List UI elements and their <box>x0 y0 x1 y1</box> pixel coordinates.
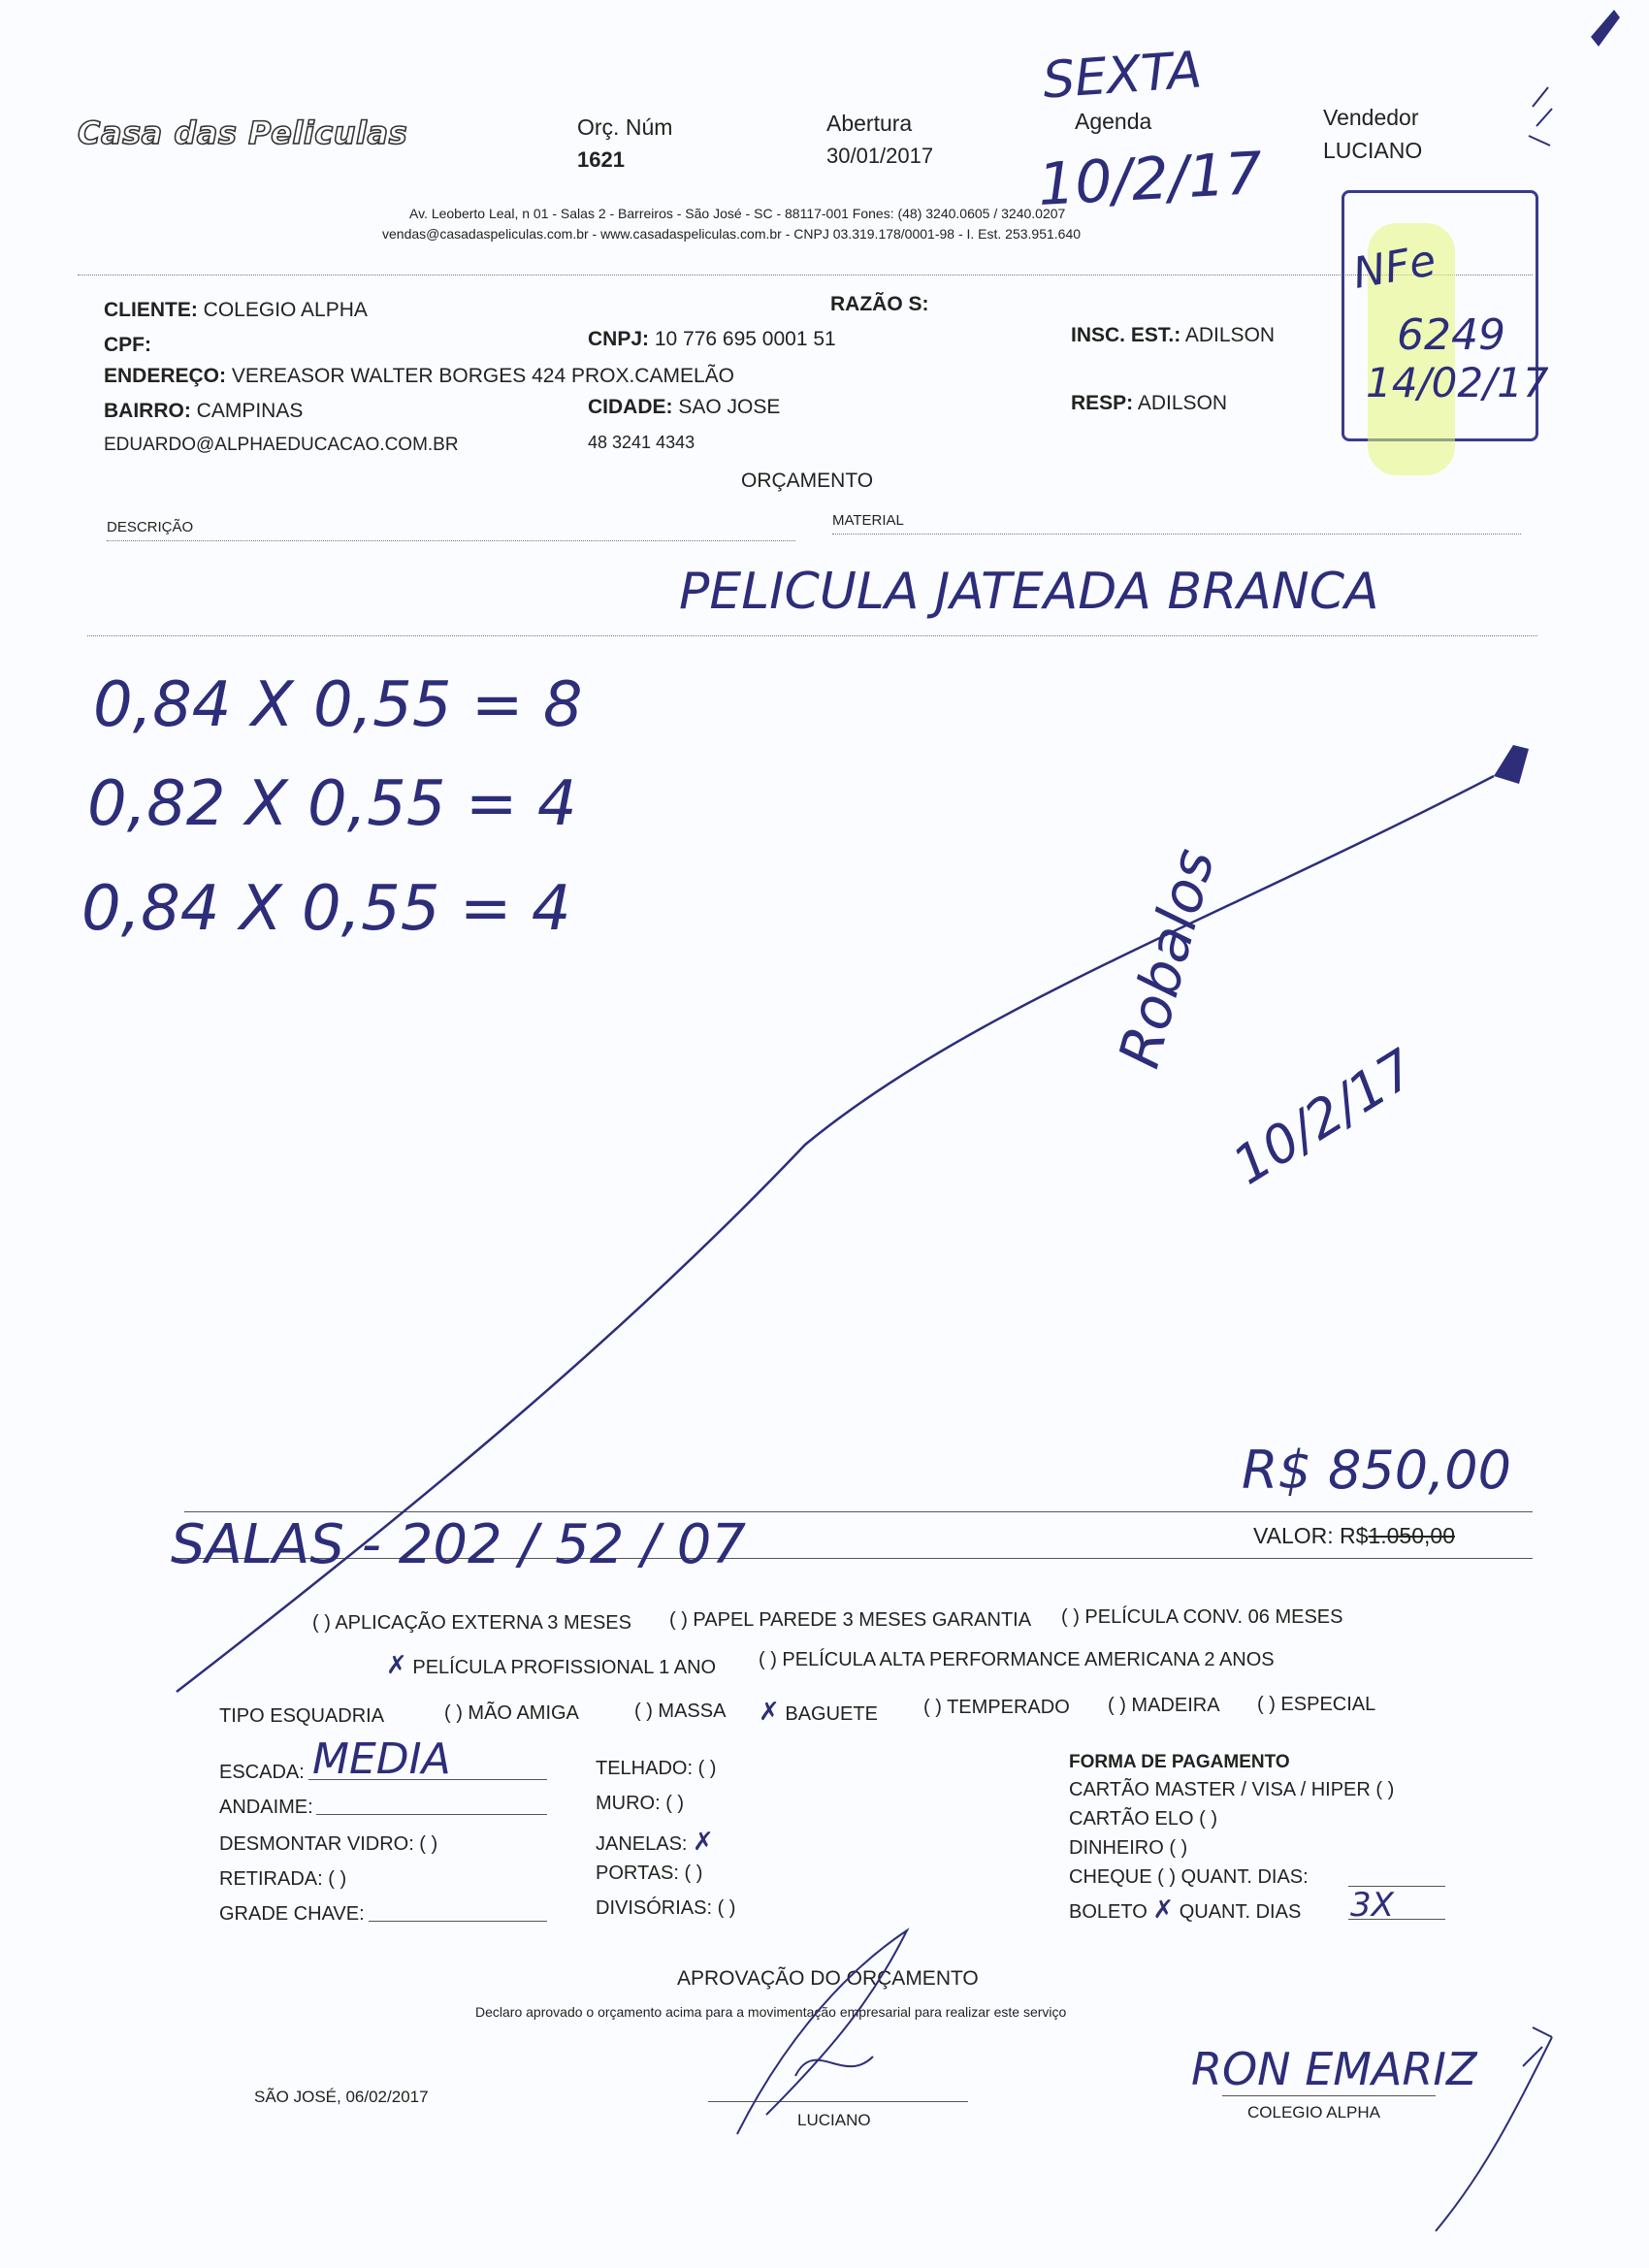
esquadria-label: TIPO ESQUADRIA <box>219 1705 385 1727</box>
descricao-label: DESCRIÇÃO <box>107 519 194 535</box>
quant-dias-handwritten: 3X <box>1350 1886 1394 1925</box>
company-logo: Casa das Peliculas <box>78 114 408 151</box>
janelas[interactable]: JANELAS: ✗ <box>596 1828 714 1857</box>
retirada[interactable]: RETIRADA: ( ) <box>219 1868 347 1890</box>
agenda-label: Agenda <box>1075 109 1152 134</box>
salas-handwritten: SALAS - 202 / 52 / 07 <box>171 1513 747 1576</box>
company-address: Av. Leoberto Leal, n 01 - Salas 2 - Barreiros - São José - SC - 88117-001 Fones: (48) 3240.0605 / 3240.0207 <box>409 206 1066 221</box>
material-handwritten: PELICULA JATEADA BRANCA <box>679 563 1379 621</box>
checked-mark: ✗ <box>693 1828 714 1857</box>
option-papel-parede[interactable]: ( ) PAPEL PAREDE 3 MESES GARANTIA <box>669 1609 1032 1631</box>
payment-cheque[interactable]: CHEQUE ( ) QUANT. DIAS: <box>1069 1866 1309 1888</box>
payment-title: FORMA DE PAGAMENTO <box>1069 1752 1290 1772</box>
approval-title: APROVAÇÃO DO ORÇAMENTO <box>677 1967 979 1990</box>
telhado[interactable]: TELHADO: ( ) <box>596 1758 717 1779</box>
payment-cartao-elo[interactable]: CARTÃO ELO ( ) <box>1069 1808 1217 1830</box>
client-signature-label: COLEGIO ALPHA <box>1247 2103 1380 2122</box>
muro[interactable]: MURO: ( ) <box>596 1793 685 1814</box>
orcamento-title: ORÇAMENTO <box>741 470 874 492</box>
andaime-label: ANDAIME: <box>219 1797 313 1818</box>
endereco-value: VEREASOR WALTER BORGES 424 PROX.CAMELÃO <box>231 365 734 387</box>
measurement-2: 0,82 X 0,55 = 4 <box>87 768 577 840</box>
razao-label: RAZÃO S: <box>830 293 929 315</box>
checked-mark: ✗ <box>759 1698 780 1727</box>
resp-value: ADILSON <box>1137 392 1228 414</box>
vendedor-name: LUCIANO <box>1323 138 1423 163</box>
divisorias[interactable]: DIVISÓRIAS: ( ) <box>596 1897 736 1919</box>
bairro-value: CAMPINAS <box>196 400 304 422</box>
payment-boleto[interactable]: BOLETO ✗ QUANT. DIAS <box>1069 1895 1302 1925</box>
insc-label: INSC. EST.: <box>1071 324 1181 346</box>
nfe-date-handwritten: 14/02/17 <box>1366 359 1549 406</box>
esquadria-mao-amiga[interactable]: ( ) MÃO AMIGA <box>444 1702 579 1724</box>
valor-label: VALOR: R$ <box>1253 1523 1369 1548</box>
approval-text: Declaro aprovado o orçamento acima para a movimentação empresarial para realizar este serviço <box>475 2004 1067 2020</box>
company-web: vendas@casadaspeliculas.com.br - www.casadaspeliculas.com.br - CNPJ 03.319.178/0001-98 - I. Est. 253.951.640 <box>382 226 1082 242</box>
client-signature-handwritten: RON EMARIZ <box>1191 2043 1477 2095</box>
client-email: EDUARDO@ALPHAEDUCACAO.COM.BR <box>104 435 459 455</box>
material-label: MATERIAL <box>832 512 904 529</box>
option-pelicula-profissional[interactable]: ✗ PELÍCULA PROFISSIONAL 1 ANO <box>386 1651 717 1680</box>
desmontar-vidro[interactable]: DESMONTAR VIDRO: ( ) <box>219 1833 438 1855</box>
seller-signature-label: LUCIANO <box>797 2111 871 2129</box>
valor-struck: 1.050,00 <box>1368 1523 1455 1548</box>
abertura-date: 30/01/2017 <box>826 144 934 168</box>
escada-label: ESCADA: <box>219 1762 305 1783</box>
esquadria-madeira[interactable]: ( ) MADEIRA <box>1108 1695 1220 1716</box>
cnpj-label: CNPJ: <box>588 328 650 350</box>
client-phone: 48 3241 4343 <box>588 433 695 452</box>
esquadria-temperado[interactable]: ( ) TEMPERADO <box>923 1697 1070 1718</box>
orc-number: 1621 <box>577 147 625 172</box>
note-date-handwritten: 10/2/17 <box>1222 1037 1426 1197</box>
esquadria-baguete[interactable]: ✗ BAGUETE <box>759 1698 878 1727</box>
agenda-day-handwritten: SEXTA <box>1041 41 1204 111</box>
escada-handwritten: MEDIA <box>312 1734 451 1784</box>
payment-dinheiro[interactable]: DINHEIRO ( ) <box>1069 1837 1188 1859</box>
endereco-label: ENDEREÇO: <box>104 365 227 387</box>
valor-handwritten: R$ 850,00 <box>1242 1440 1511 1501</box>
cnpj-value: 10 776 695 0001 51 <box>654 328 836 350</box>
resp-label: RESP: <box>1071 392 1134 414</box>
margin-scribble <box>1436 2027 1552 2231</box>
diagonal-arrow-head <box>1494 745 1529 784</box>
grade-chave-label: GRADE CHAVE: <box>219 1903 365 1925</box>
measurement-3: 0,84 X 0,55 = 4 <box>81 873 571 945</box>
seller-signature-mark <box>737 1930 907 2134</box>
portas[interactable]: PORTAS: ( ) <box>596 1863 703 1884</box>
note-name-handwritten: Robalos <box>1106 841 1228 1075</box>
payment-cartao-master[interactable]: CARTÃO MASTER / VISA / HIPER ( ) <box>1069 1779 1395 1800</box>
nfe-label-handwritten: NFe <box>1349 235 1440 300</box>
orc-label: Orç. Núm <box>577 114 673 140</box>
checked-mark: ✗ <box>1152 1895 1175 1925</box>
cidade-label: CIDADE: <box>588 396 673 418</box>
cliente-value: COLEGIO ALPHA <box>203 299 368 321</box>
esquadria-massa[interactable]: ( ) MASSA <box>634 1701 727 1722</box>
abertura-label: Abertura <box>826 111 913 136</box>
cliente-label: CLIENTE: <box>104 299 198 321</box>
nfe-number-handwritten: 6249 <box>1397 310 1505 360</box>
cpf-label: CPF: <box>104 334 151 356</box>
bairro-label: BAIRRO: <box>104 400 191 422</box>
approval-place-date: SÃO JOSÉ, 06/02/2017 <box>254 2088 429 2106</box>
option-alta-performance[interactable]: ( ) PELÍCULA ALTA PERFORMANCE AMERICANA 2 ANOS <box>759 1649 1275 1670</box>
agenda-date-handwritten: 10/2/17 <box>1036 139 1264 220</box>
insc-value: ADILSON <box>1184 324 1276 346</box>
corner-pen-mark <box>1591 10 1620 47</box>
option-aplicacao-externa[interactable]: ( ) APLICAÇÃO EXTERNA 3 MESES <box>312 1612 631 1634</box>
esquadria-especial[interactable]: ( ) ESPECIAL <box>1257 1694 1376 1715</box>
top-right-scribble <box>1529 87 1552 146</box>
measurement-1: 0,84 X 0,55 = 8 <box>93 669 583 741</box>
option-pelicula-conv[interactable]: ( ) PELÍCULA CONV. 06 MESES <box>1061 1606 1343 1628</box>
diagonal-cancel-line <box>177 776 1494 1692</box>
vendedor-label: Vendedor <box>1323 105 1419 130</box>
cidade-value: SAO JOSE <box>678 396 781 418</box>
checked-mark: ✗ <box>386 1651 407 1680</box>
